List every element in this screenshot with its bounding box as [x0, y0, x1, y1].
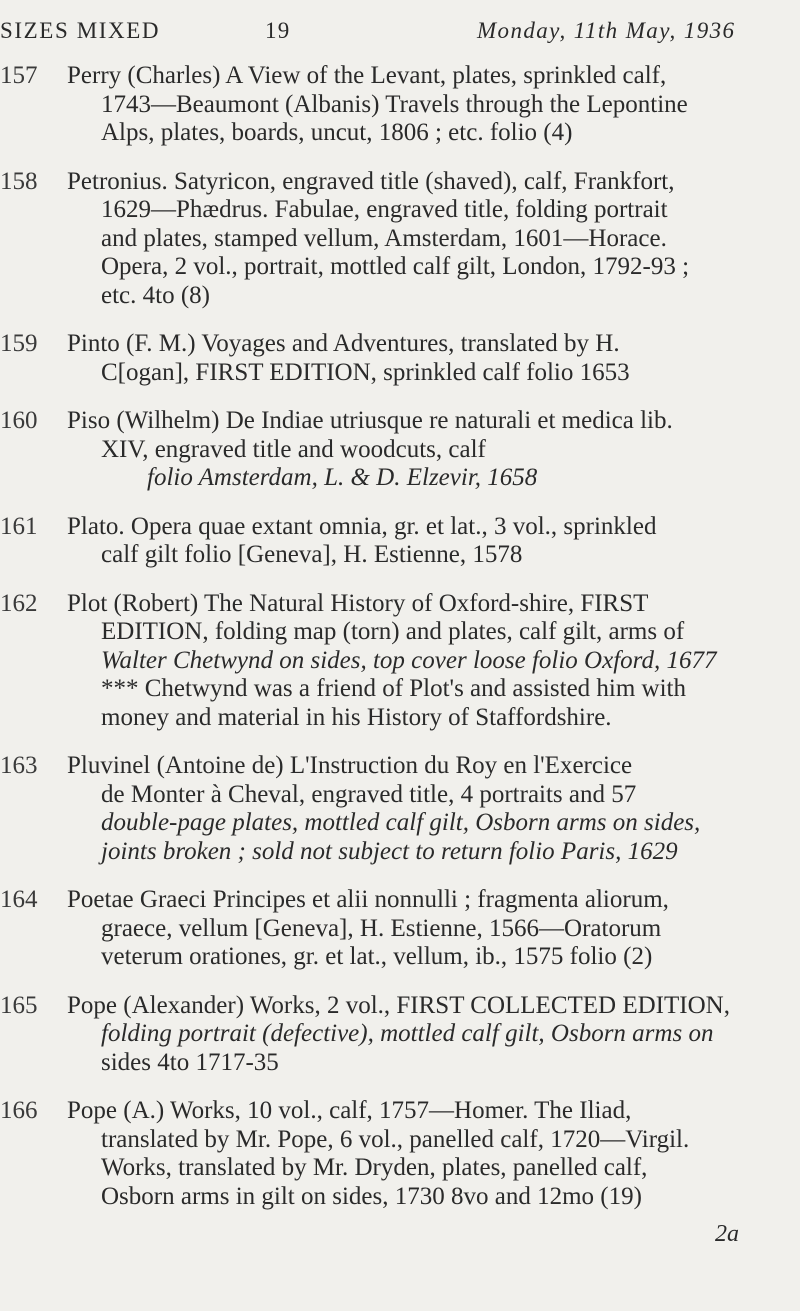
lot-number: 160: [0, 407, 38, 434]
lot-number: 165: [0, 991, 38, 1019]
lot-line: Pope (Alexander) Works, 2 vol., FIRST COLLECTED EDITION,: [67, 991, 730, 1019]
lot-number: 159: [0, 330, 38, 357]
lot-number: 166: [0, 1097, 38, 1124]
lot-description: [67, 590, 745, 733]
lot-description: [67, 1097, 745, 1211]
lot-description: [67, 330, 745, 387]
lot-note: money and material in his History of Staffordshire.: [101, 703, 612, 731]
lot-line: Perry (Charles) A View of the Levant, plates, sprinkled calf,: [67, 62, 667, 89]
lot-line: joints broken ; sold not subject to return folio Paris, 1629: [101, 837, 678, 865]
lot-description: [67, 752, 745, 866]
lot-line: Pluvinel (Antoine de) L'Instruction du Roy en l'Exercice: [67, 752, 633, 779]
header-section: SIZES MIXED: [0, 18, 161, 43]
lot-line: Pinto (F. M.) Voyages and Adventures, translated by H.: [67, 330, 620, 357]
signature-mark: 2a: [715, 1221, 739, 1247]
lot-line: double-page plates, mottled calf gilt, Osborn arms on sides,: [101, 809, 701, 836]
lot-line: 1743—Beaumont (Albanis) Travels through the Lepontine: [101, 90, 688, 118]
lot-line: etc. 4to (8): [101, 281, 210, 309]
page-number: 19: [265, 18, 291, 43]
lot-line: Plot (Robert) The Natural History of Oxford-shire, FIRST: [67, 589, 649, 617]
lot-description: [67, 168, 745, 311]
lot-line: EDITION, folding map (torn) and plates, calf gilt, arms of: [101, 618, 685, 645]
lot-description: [67, 407, 745, 493]
lot-description: [67, 513, 745, 570]
lot-number: 162: [0, 589, 38, 617]
lot-line: calf gilt folio [Geneva], H. Estienne, 1578: [101, 541, 523, 568]
lot-number: 161: [0, 512, 38, 540]
page-header: [0, 0, 800, 60]
lot-line: XIV, engraved title and woodcuts, calf: [101, 435, 486, 463]
lot-line: Petronius. Satyricon, engraved title (shaved), calf, Frankfort,: [67, 167, 675, 195]
lot-line: sides 4to 1717-35: [101, 1048, 279, 1076]
lot-line: Alps, plates, boards, uncut, 1806 ; etc. folio (4): [101, 119, 573, 146]
lot-line: translated by Mr. Pope, 6 vol., panelled calf, 1720—Virgil.: [101, 1125, 690, 1153]
lot-line: 1629—Phædrus. Fabulae, engraved title, folding portrait: [101, 196, 668, 223]
lot-number: 163: [0, 752, 38, 779]
sale-date: Monday, 11th May, 1936: [477, 18, 736, 43]
lot-line: Poetae Graeci Principes et alii nonnulli ; fragmenta aliorum,: [67, 886, 669, 913]
lot-line: folding portrait (defective), mottled calf gilt, Osborn arms on: [101, 1020, 714, 1047]
lot-line: graece, vellum [Geneva], H. Estienne, 1566—Oratorum: [101, 914, 662, 942]
lot-number: 164: [0, 886, 38, 913]
lot-line: Opera, 2 vol., portrait, mottled calf gilt, London, 1792-93 ;: [101, 253, 690, 280]
lot-description: [67, 992, 745, 1078]
lot-line: folio Amsterdam, L. & D. Elzevir, 1658: [147, 464, 538, 491]
lot-line: and plates, stamped vellum, Amsterdam, 1601—Horace.: [101, 224, 667, 252]
lot-line: de Monter à Cheval, engraved title, 4 portraits and 57: [101, 780, 637, 808]
lot-line: Walter Chetwynd on sides, top cover loose folio Oxford, 1677: [101, 646, 717, 674]
lot-number: 157: [0, 62, 38, 89]
lot-line: C[ogan], FIRST EDITION, sprinkled calf folio 1653: [101, 358, 630, 386]
lot-description: [67, 886, 745, 972]
lot-description: [67, 62, 745, 148]
lot-line: Osborn arms in gilt on sides, 1730 8vo and 12mo (19): [101, 1182, 642, 1210]
lot-line: Pope (A.) Works, 10 vol., calf, 1757—Homer. The Iliad,: [67, 1097, 632, 1124]
lot-note: *** Chetwynd was a friend of Plot's and assisted him with: [101, 675, 686, 702]
lot-line: veterum orationes, gr. et lat., vellum, ib., 1575 folio (2): [101, 943, 653, 970]
lot-line: Works, translated by Mr. Dryden, plates, panelled calf,: [101, 1154, 648, 1181]
lot-line: Plato. Opera quae extant omnia, gr. et lat., 3 vol., sprinkled: [67, 512, 657, 540]
lot-line: Piso (Wilhelm) De Indiae utriusque re naturali et medica lib.: [67, 407, 673, 434]
lot-number: 158: [0, 167, 38, 195]
